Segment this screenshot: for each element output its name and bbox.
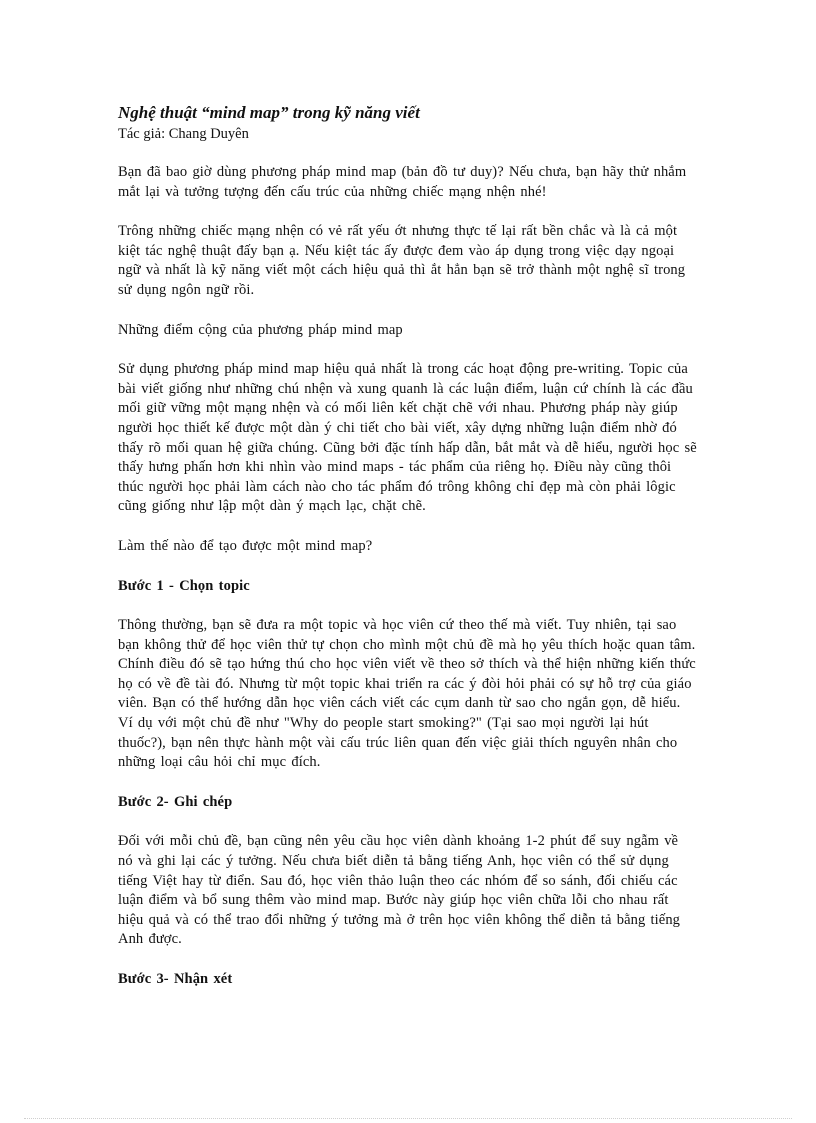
step3-heading: Bước 3- Nhận xét — [118, 971, 233, 987]
intro-paragraph: Bạn đã bao giờ dùng phương pháp mind map (bản đồ tư duy)? Nếu chưa, bạn hãy thử nhắm mắt lại và tưởng tượng đến cấu trúc của những chiếc mạng nhện nhé! — [118, 164, 687, 200]
step2-body: Đối với mỗi chủ đề, bạn cũng nên yêu cầu học viên dành khoảng 1-2 phút để suy ngẫm về nó và ghi lại các ý tưởng. Nếu chưa biết diễn tả bằng tiếng Anh, học viên có thể sử dụng tiếng Việt hay từ điển. Sau đó, học viên thảo luận theo các nhóm để so sánh, đối chiếu các luận điểm và bổ sung thêm vào mind map. Bước này giúp học viên chữa lỗi cho nhau rất hiệu quả và có thể trao đổi những ý tưởng mà ở trên học viên không thể diễn tả bằng tiếng Anh được. — [118, 833, 681, 948]
step1-heading: Bước 1 - Chọn topic — [118, 577, 250, 594]
spiderweb-paragraph: Trông những chiếc mạng nhện có vẻ rất yếu ớt nhưng thực tế lại rất bền chắc và là cả một kiệt tác nghệ thuật đấy bạn ạ. Nếu kiệt tác ấy được đem vào áp dụng trong việc dạy ngoại ngữ và nhất là kỹ năng viết một cách hiệu quả thì ắt hẳn bạn sẽ trở thành một nghệ sĩ trong sử dụng ngôn ngữ rồi. — [118, 223, 686, 298]
article-author: Tác giả: Chang Duyên — [118, 126, 249, 142]
page-bottom-divider — [24, 1118, 792, 1119]
section-heading-howto: Làm thế nào để tạo được một mind map? — [118, 537, 373, 554]
section-heading-benefits: Những điểm cộng của phương pháp mind map — [118, 321, 403, 338]
article-title: Nghệ thuật “mind map” trong kỹ năng viết — [118, 103, 420, 122]
step2-heading: Bước 2- Ghi chép — [118, 793, 233, 810]
document-page — [118, 102, 698, 1010]
benefits-paragraph: Sử dụng phương pháp mind map hiệu quả nhất là trong các hoạt động pre-writing. Topic của bài viết giống như những chú nhện và xung quanh là các luận điểm, luận cứ chính là các đầu mối giữ vững một mạng nhện và có mối liên kết chặt chẽ với nhau. Phương pháp này giúp người học thiết kế được một dàn ý chi tiết cho bài viết, xây dựng những luận điểm nhờ đó thấy rõ mối quan hệ giữa chúng. Cũng bởi đặc tính hấp dẫn, bắt mắt và dễ hiểu, người học sẽ thấy hưng phấn hơn khi nhìn vào mind maps - tác phẩm của riêng họ. Điều này cũng thôi thúc người học phải làm cách nào cho tác phẩm đó trông không chỉ đẹp mà còn phải lôgic cũng giống như lập một dàn ý mạch lạc, chặt chẽ. — [118, 361, 697, 515]
step1-body: Thông thường, bạn sẽ đưa ra một topic và học viên cứ theo thế mà viết. Tuy nhiên, tại sao bạn không thử để học viên thử tự chọn cho mình một chủ đề mà họ yêu thích hoặc quan tâm. Chính điều đó sẽ tạo hứng thú cho học viên viết về theo sở thích và thể hiện những kiến thức họ có về đề tài đó. Nhưng từ một topic khai triển ra các ý đòi hỏi phải có sự hỗ trợ của giáo viên. Bạn có thể hướng dẫn học viên cách viết các cụm danh từ sao cho ngắn gọn, dễ hiểu. Ví dụ với một chủ đề như "Why do people start smoking?" (Tại sao mọi người lại hút thuốc?), bạn nên thực hành một vài cấu trúc liên quan đến việc giải thích nguyên nhân cho những loại câu hỏi chỉ mục đích. — [118, 617, 696, 771]
